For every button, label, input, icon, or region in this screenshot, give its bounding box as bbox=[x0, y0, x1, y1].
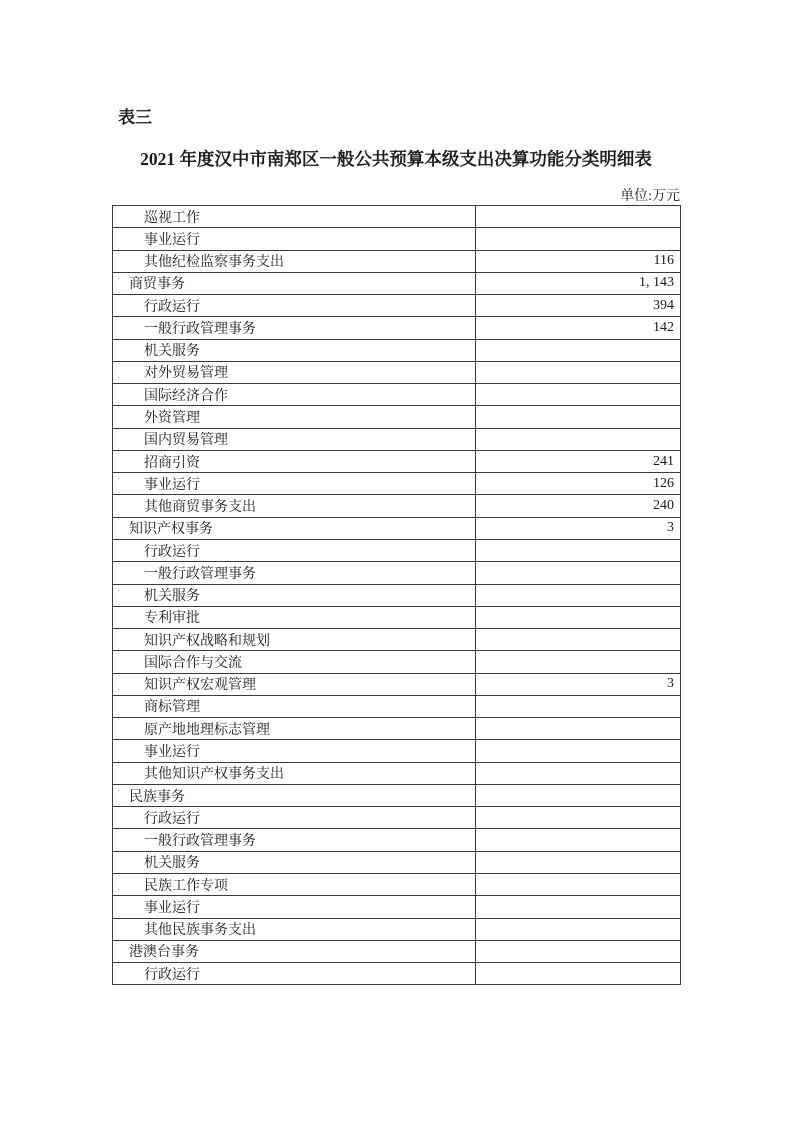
amount-cell bbox=[476, 918, 681, 940]
budget-table bbox=[112, 205, 681, 985]
amount-cell bbox=[476, 695, 681, 717]
category-cell: 一般行政管理事务 bbox=[113, 829, 476, 851]
category-cell: 行政运行 bbox=[113, 539, 476, 561]
amount-cell: 240 bbox=[476, 495, 681, 517]
category-cell: 事业运行 bbox=[113, 228, 476, 250]
category-cell: 其他纪检监察事务支出 bbox=[113, 250, 476, 272]
category-cell: 专利审批 bbox=[113, 606, 476, 628]
category-cell: 招商引资 bbox=[113, 450, 476, 472]
category-cell: 一般行政管理事务 bbox=[113, 562, 476, 584]
amount-cell bbox=[476, 228, 681, 250]
amount-cell: 142 bbox=[476, 317, 681, 339]
amount-cell: 3 bbox=[476, 673, 681, 695]
amount-cell: 3 bbox=[476, 517, 681, 539]
amount-cell bbox=[476, 651, 681, 673]
budget-table-body bbox=[113, 206, 681, 985]
table-number-label: 表三 bbox=[118, 108, 152, 127]
amount-cell bbox=[476, 406, 681, 428]
amount-cell bbox=[476, 562, 681, 584]
table-row bbox=[113, 428, 681, 450]
amount-cell bbox=[476, 740, 681, 762]
amount-cell bbox=[476, 384, 681, 406]
table-row bbox=[113, 673, 681, 695]
table-row bbox=[113, 473, 681, 495]
amount-cell bbox=[476, 539, 681, 561]
category-cell: 国际经济合作 bbox=[113, 384, 476, 406]
category-cell: 国内贸易管理 bbox=[113, 428, 476, 450]
amount-cell bbox=[476, 629, 681, 651]
category-cell: 原产地地理标志管理 bbox=[113, 718, 476, 740]
category-cell: 商标管理 bbox=[113, 695, 476, 717]
amount-cell: 394 bbox=[476, 295, 681, 317]
table-row bbox=[113, 740, 681, 762]
category-cell: 事业运行 bbox=[113, 896, 476, 918]
amount-cell bbox=[476, 762, 681, 784]
document-title: 2021 年度汉中市南郑区一般公共预算本级支出决算功能分类明细表 bbox=[140, 149, 652, 169]
amount-cell bbox=[476, 963, 681, 985]
table-row bbox=[113, 250, 681, 272]
amount-cell: 241 bbox=[476, 450, 681, 472]
table-row bbox=[113, 562, 681, 584]
category-cell: 国际合作与交流 bbox=[113, 651, 476, 673]
amount-cell: 116 bbox=[476, 250, 681, 272]
table-row bbox=[113, 584, 681, 606]
amount-cell: 1, 143 bbox=[476, 272, 681, 294]
table-row bbox=[113, 539, 681, 561]
table-row bbox=[113, 851, 681, 873]
table-row bbox=[113, 361, 681, 383]
category-cell: 其他知识产权事务支出 bbox=[113, 762, 476, 784]
amount-cell bbox=[476, 339, 681, 361]
table-row bbox=[113, 228, 681, 250]
amount-cell bbox=[476, 584, 681, 606]
table-row bbox=[113, 629, 681, 651]
unit-label: 单位:万元 bbox=[620, 189, 680, 204]
table-row bbox=[113, 718, 681, 740]
table-row bbox=[113, 784, 681, 806]
amount-cell bbox=[476, 940, 681, 962]
table-row bbox=[113, 695, 681, 717]
amount-cell bbox=[476, 428, 681, 450]
table-row bbox=[113, 873, 681, 895]
category-cell: 其他商贸事务支出 bbox=[113, 495, 476, 517]
category-cell: 知识产权事务 bbox=[113, 517, 476, 539]
amount-cell bbox=[476, 206, 681, 228]
table-row bbox=[113, 406, 681, 428]
category-cell: 外资管理 bbox=[113, 406, 476, 428]
category-cell: 港澳台事务 bbox=[113, 940, 476, 962]
category-cell: 知识产权战略和规划 bbox=[113, 629, 476, 651]
amount-cell bbox=[476, 829, 681, 851]
category-cell: 机关服务 bbox=[113, 584, 476, 606]
table-row bbox=[113, 517, 681, 539]
table-row bbox=[113, 295, 681, 317]
table-row bbox=[113, 495, 681, 517]
category-cell: 事业运行 bbox=[113, 740, 476, 762]
category-cell: 知识产权宏观管理 bbox=[113, 673, 476, 695]
category-cell: 对外贸易管理 bbox=[113, 361, 476, 383]
amount-cell bbox=[476, 873, 681, 895]
table-row bbox=[113, 606, 681, 628]
amount-cell bbox=[476, 851, 681, 873]
table-row bbox=[113, 651, 681, 673]
table-row bbox=[113, 762, 681, 784]
category-cell: 行政运行 bbox=[113, 295, 476, 317]
category-cell: 行政运行 bbox=[113, 807, 476, 829]
amount-cell bbox=[476, 807, 681, 829]
category-cell: 机关服务 bbox=[113, 851, 476, 873]
table-row bbox=[113, 963, 681, 985]
table-row bbox=[113, 450, 681, 472]
table-row bbox=[113, 940, 681, 962]
table-row bbox=[113, 829, 681, 851]
amount-cell bbox=[476, 784, 681, 806]
category-cell: 巡视工作 bbox=[113, 206, 476, 228]
table-row bbox=[113, 896, 681, 918]
category-cell: 一般行政管理事务 bbox=[113, 317, 476, 339]
category-cell: 民族工作专项 bbox=[113, 873, 476, 895]
table-row bbox=[113, 272, 681, 294]
amount-cell bbox=[476, 361, 681, 383]
category-cell: 其他民族事务支出 bbox=[113, 918, 476, 940]
category-cell: 商贸事务 bbox=[113, 272, 476, 294]
amount-cell bbox=[476, 606, 681, 628]
amount-cell bbox=[476, 896, 681, 918]
table-row bbox=[113, 317, 681, 339]
category-cell: 行政运行 bbox=[113, 963, 476, 985]
amount-cell: 126 bbox=[476, 473, 681, 495]
category-cell: 事业运行 bbox=[113, 473, 476, 495]
table-row bbox=[113, 807, 681, 829]
category-cell: 民族事务 bbox=[113, 784, 476, 806]
amount-cell bbox=[476, 718, 681, 740]
table-row bbox=[113, 339, 681, 361]
category-cell: 机关服务 bbox=[113, 339, 476, 361]
table-row bbox=[113, 918, 681, 940]
table-row bbox=[113, 384, 681, 406]
table-row bbox=[113, 206, 681, 228]
